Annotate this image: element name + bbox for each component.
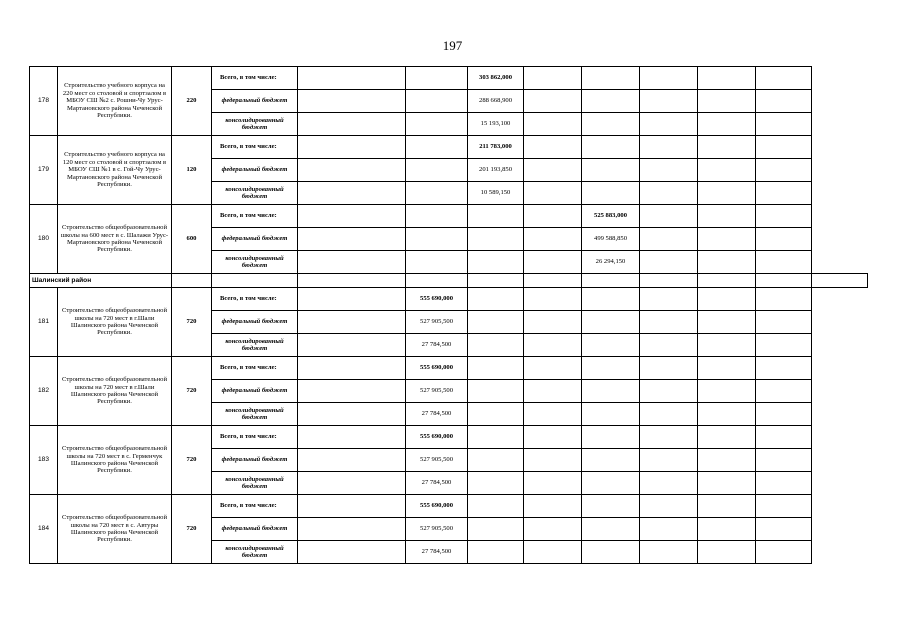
empty-cell [640, 495, 698, 518]
empty-cell [298, 113, 406, 136]
page-number: 197 [442, 38, 463, 53]
empty-cell [582, 380, 640, 403]
empty-cell [756, 518, 812, 541]
empty-cell [524, 311, 582, 334]
empty-cell [298, 472, 406, 495]
empty-cell [298, 495, 406, 518]
amount-cell: 499 588,850 [582, 228, 640, 251]
empty-cell [524, 288, 582, 311]
empty-cell [468, 518, 524, 541]
empty-cell [406, 90, 468, 113]
empty-cell [298, 251, 406, 274]
empty-cell [698, 228, 756, 251]
empty-cell [468, 228, 524, 251]
amount-cell: 27 784,500 [406, 541, 468, 564]
empty-cell [640, 518, 698, 541]
empty-cell [524, 274, 582, 288]
empty-cell [298, 449, 406, 472]
empty-cell [756, 113, 812, 136]
empty-cell [582, 357, 640, 380]
project-name: Строительство общеобразовательной школы на 720 мест в г.Шали Шалинского района Чеченской Республики. [58, 288, 172, 357]
empty-cell [756, 311, 812, 334]
empty-cell [406, 274, 468, 288]
district-heading: Шалинский район [30, 274, 172, 288]
empty-cell [298, 426, 406, 449]
empty-cell [756, 90, 812, 113]
empty-cell [640, 67, 698, 90]
funding-source: консолидированный бюджет [212, 403, 298, 426]
empty-cell [640, 403, 698, 426]
empty-cell [524, 426, 582, 449]
funding-source: федеральный бюджет [212, 90, 298, 113]
empty-cell [524, 159, 582, 182]
empty-cell [698, 67, 756, 90]
empty-cell [406, 136, 468, 159]
amount-cell: 555 690,000 [406, 357, 468, 380]
empty-cell [756, 67, 812, 90]
empty-cell [298, 182, 406, 205]
empty-cell [698, 449, 756, 472]
project-name: Строительство учебного корпуса на 220 мест со столовой и спортзалом в МБОУ СШ №2 с. Рошни-Чу Урус-Мартановского района Чеченской Республики. [58, 67, 172, 136]
empty-cell [406, 182, 468, 205]
budget-table [29, 66, 868, 564]
amount-cell: 555 690,000 [406, 426, 468, 449]
table-row [30, 205, 868, 228]
empty-cell [756, 288, 812, 311]
empty-cell [640, 205, 698, 228]
empty-cell [524, 403, 582, 426]
funding-source: консолидированный бюджет [212, 334, 298, 357]
funding-source: федеральный бюджет [212, 449, 298, 472]
empty-cell [582, 403, 640, 426]
row-number: 178 [30, 67, 58, 136]
empty-cell [468, 288, 524, 311]
amount-cell: 555 690,000 [406, 288, 468, 311]
funding-source: Всего, в том числе: [212, 426, 298, 449]
amount-cell: 525 883,000 [582, 205, 640, 228]
empty-cell [582, 426, 640, 449]
empty-cell [756, 205, 812, 228]
empty-cell [468, 311, 524, 334]
funding-source: федеральный бюджет [212, 159, 298, 182]
row-number: 179 [30, 136, 58, 205]
funding-source: Всего, в том числе: [212, 67, 298, 90]
capacity: 600 [172, 205, 212, 274]
empty-cell [468, 205, 524, 228]
capacity: 720 [172, 288, 212, 357]
empty-cell [756, 136, 812, 159]
empty-cell [468, 541, 524, 564]
empty-cell [524, 205, 582, 228]
amount-cell: 27 784,500 [406, 334, 468, 357]
table-row [30, 495, 868, 518]
row-number: 182 [30, 357, 58, 426]
empty-cell [698, 136, 756, 159]
empty-cell [468, 334, 524, 357]
empty-cell [582, 472, 640, 495]
empty-cell [406, 251, 468, 274]
empty-cell [524, 495, 582, 518]
empty-cell [582, 159, 640, 182]
project-name: Строительство общеобразовательной школы на 720 мест в с. Автуры Шалинского района Чеченской Республики. [58, 495, 172, 564]
empty-cell [640, 472, 698, 495]
empty-cell [468, 426, 524, 449]
empty-cell [298, 228, 406, 251]
empty-cell [698, 357, 756, 380]
empty-cell [756, 426, 812, 449]
amount-cell: 527 905,500 [406, 311, 468, 334]
funding-source: Всего, в том числе: [212, 136, 298, 159]
amount-cell: 527 905,500 [406, 449, 468, 472]
district-row [30, 274, 868, 288]
row-number: 183 [30, 426, 58, 495]
empty-cell [582, 274, 640, 288]
empty-cell [298, 518, 406, 541]
empty-cell [468, 380, 524, 403]
empty-cell [524, 357, 582, 380]
empty-cell [582, 334, 640, 357]
empty-cell [298, 90, 406, 113]
empty-cell [582, 495, 640, 518]
empty-cell [406, 67, 468, 90]
empty-cell [698, 182, 756, 205]
capacity: 120 [172, 136, 212, 205]
empty-cell [756, 449, 812, 472]
row-number: 181 [30, 288, 58, 357]
funding-source: консолидированный бюджет [212, 182, 298, 205]
empty-cell [298, 288, 406, 311]
empty-cell [298, 357, 406, 380]
empty-cell [524, 113, 582, 136]
empty-cell [468, 357, 524, 380]
funding-source: Всего, в том числе: [212, 288, 298, 311]
empty-cell [406, 205, 468, 228]
table-row [30, 288, 868, 311]
empty-cell [524, 449, 582, 472]
empty-cell [524, 472, 582, 495]
amount-cell: 10 589,150 [468, 182, 524, 205]
empty-cell [756, 380, 812, 403]
empty-cell [406, 113, 468, 136]
empty-cell [468, 274, 524, 288]
empty-cell [298, 380, 406, 403]
funding-source: федеральный бюджет [212, 228, 298, 251]
empty-cell [298, 67, 406, 90]
empty-cell [582, 182, 640, 205]
empty-cell [406, 159, 468, 182]
empty-cell [698, 205, 756, 228]
empty-cell [582, 288, 640, 311]
empty-cell [406, 228, 468, 251]
empty-cell [640, 380, 698, 403]
empty-cell [640, 541, 698, 564]
empty-cell [698, 426, 756, 449]
amount-cell: 555 690,000 [406, 495, 468, 518]
empty-cell [698, 159, 756, 182]
empty-cell [756, 182, 812, 205]
empty-cell [582, 136, 640, 159]
empty-cell [524, 251, 582, 274]
empty-cell [468, 403, 524, 426]
amount-cell: 201 193,850 [468, 159, 524, 182]
capacity: 720 [172, 495, 212, 564]
funding-source: федеральный бюджет [212, 380, 298, 403]
capacity: 220 [172, 67, 212, 136]
table-row [30, 357, 868, 380]
table-row [30, 426, 868, 449]
empty-cell [640, 449, 698, 472]
empty-cell [298, 205, 406, 228]
empty-cell [468, 472, 524, 495]
table-row [30, 67, 868, 90]
project-name: Строительство общеобразовательной школы на 600 мест в с. Шалажи Урус-Мартановского района Чеченской Республики. [58, 205, 172, 274]
project-name: Строительство общеобразовательной школы на 720 мест в г.Шали Шалинского района Чеченской Республики. [58, 357, 172, 426]
empty-cell [698, 380, 756, 403]
empty-cell [640, 311, 698, 334]
empty-cell [756, 228, 812, 251]
empty-cell [698, 518, 756, 541]
empty-cell [640, 334, 698, 357]
empty-cell [640, 426, 698, 449]
empty-cell [698, 288, 756, 311]
empty-cell [698, 472, 756, 495]
empty-cell [698, 90, 756, 113]
row-number: 184 [30, 495, 58, 564]
amount-cell: 211 783,000 [468, 136, 524, 159]
amount-cell: 288 668,900 [468, 90, 524, 113]
empty-cell [468, 251, 524, 274]
empty-cell [640, 251, 698, 274]
empty-cell [298, 311, 406, 334]
empty-cell [524, 228, 582, 251]
empty-cell [582, 449, 640, 472]
funding-source: Всего, в том числе: [212, 495, 298, 518]
amount-cell: 26 294,150 [582, 251, 640, 274]
empty-cell [524, 90, 582, 113]
empty-cell [524, 380, 582, 403]
empty-cell [582, 541, 640, 564]
empty-cell [756, 251, 812, 274]
funding-source: консолидированный бюджет [212, 472, 298, 495]
empty-cell [812, 274, 868, 288]
empty-cell [756, 472, 812, 495]
empty-cell [298, 274, 406, 288]
project-name: Строительство общеобразовательной школы на 720 мест в с. Герменчук Шалинского района Чеченской Республики. [58, 426, 172, 495]
empty-cell [698, 113, 756, 136]
empty-cell [698, 274, 756, 288]
funding-source: федеральный бюджет [212, 311, 298, 334]
funding-source: Всего, в том числе: [212, 205, 298, 228]
empty-cell [524, 136, 582, 159]
empty-cell [640, 182, 698, 205]
funding-source: консолидированный бюджет [212, 541, 298, 564]
empty-cell [756, 403, 812, 426]
empty-cell [172, 274, 212, 288]
empty-cell [698, 311, 756, 334]
funding-source: консолидированный бюджет [212, 251, 298, 274]
amount-cell: 527 905,500 [406, 518, 468, 541]
amount-cell: 27 784,500 [406, 472, 468, 495]
empty-cell [756, 274, 812, 288]
funding-source: федеральный бюджет [212, 518, 298, 541]
funding-source: Всего, в том числе: [212, 357, 298, 380]
funding-source: консолидированный бюджет [212, 113, 298, 136]
empty-cell [640, 274, 698, 288]
empty-cell [582, 311, 640, 334]
empty-cell [756, 495, 812, 518]
empty-cell [698, 495, 756, 518]
empty-cell [698, 334, 756, 357]
empty-cell [298, 136, 406, 159]
amount-cell: 303 862,000 [468, 67, 524, 90]
amount-cell: 15 193,100 [468, 113, 524, 136]
empty-cell [640, 357, 698, 380]
empty-cell [524, 67, 582, 90]
capacity: 720 [172, 426, 212, 495]
empty-cell [640, 113, 698, 136]
row-number: 180 [30, 205, 58, 274]
empty-cell [756, 357, 812, 380]
empty-cell [524, 518, 582, 541]
empty-cell [298, 403, 406, 426]
empty-cell [524, 182, 582, 205]
project-name: Строительство учебного корпуса на 120 мест со столовой и спортзалом в МБОУ СШ №1 в с. Гой-Чу Урус-Мартановского района Чеченской Республики. [58, 136, 172, 205]
empty-cell [640, 136, 698, 159]
empty-cell [756, 159, 812, 182]
empty-cell [698, 541, 756, 564]
amount-cell: 527 905,500 [406, 380, 468, 403]
empty-cell [640, 228, 698, 251]
empty-cell [640, 159, 698, 182]
empty-cell [298, 541, 406, 564]
empty-cell [582, 518, 640, 541]
empty-cell [756, 541, 812, 564]
empty-cell [298, 159, 406, 182]
empty-cell [524, 334, 582, 357]
empty-cell [582, 113, 640, 136]
empty-cell [756, 334, 812, 357]
empty-cell [582, 67, 640, 90]
amount-cell: 27 784,500 [406, 403, 468, 426]
empty-cell [582, 90, 640, 113]
empty-cell [698, 251, 756, 274]
empty-cell [298, 334, 406, 357]
empty-cell [212, 274, 298, 288]
table-row [30, 136, 868, 159]
capacity: 720 [172, 357, 212, 426]
empty-cell [698, 403, 756, 426]
empty-cell [640, 288, 698, 311]
empty-cell [468, 495, 524, 518]
empty-cell [524, 541, 582, 564]
empty-cell [468, 449, 524, 472]
empty-cell [640, 90, 698, 113]
